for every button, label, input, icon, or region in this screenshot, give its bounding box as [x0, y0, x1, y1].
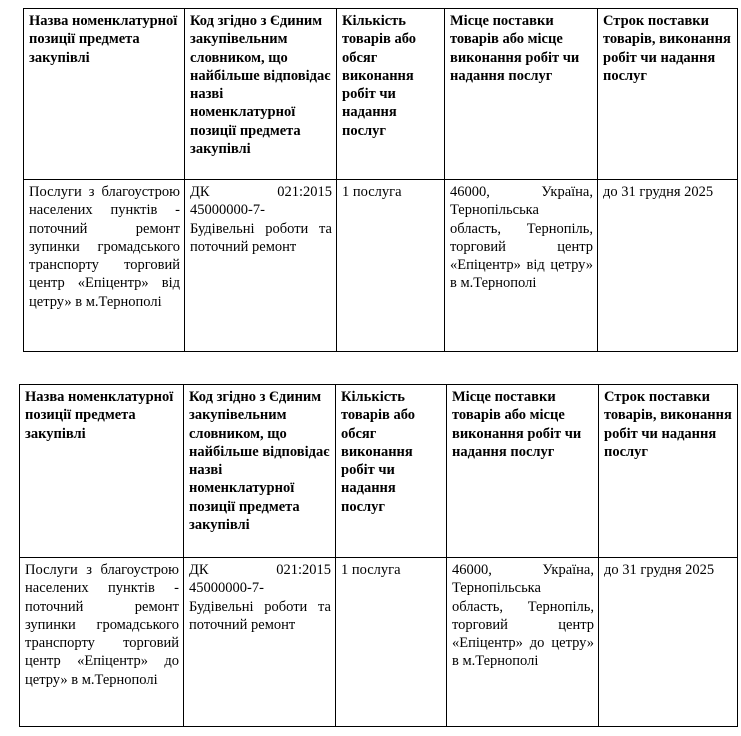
header-row [20, 385, 738, 558]
header-quantity: Кількість товарів або обсяг виконання робіт чи надання послуг [336, 385, 447, 558]
cell-cpv-code: ДК 021:2015 45000000-7- Будівельні роботи та поточний ремонт [185, 180, 337, 352]
cell-quantity: 1 послуга [336, 558, 447, 727]
header-cpv-code: Код згідно з Єдиним закупівельним словником, що найбільше відповідає назві номенклатурної позиції предмета закупівлі [185, 9, 337, 180]
header-quantity: Кількість товарів або обсяг виконання робіт чи надання послуг [337, 9, 445, 180]
cell-delivery-place: 46000, Україна, Тернопільська область, Тернопіль, торговий центр «Епіцентр» до цетру» в м.Тернополі [447, 558, 599, 727]
cell-item-name: Послуги з благоустрою населених пунктів - поточний ремонт зупинки громадського транспорту торговий центр «Епіцентр» до цетру» в м.Тернополі [20, 558, 184, 727]
header-delivery-place: Місце поставки товарів або місце виконання робіт чи надання послуг [447, 385, 599, 558]
cell-item-name: Послуги з благоустрою населених пунктів - поточний ремонт зупинки громадського транспорту торговий центр «Епіцентр» від цетру» в м.Тернополі [24, 180, 185, 352]
header-delivery-place: Місце поставки товарів або місце виконання робіт чи надання послуг [445, 9, 598, 180]
header-item-name: Назва номенклатурної позиції предмета закупівлі [24, 9, 185, 180]
header-row [24, 9, 738, 180]
procurement-table-1 [23, 8, 738, 352]
header-item-name: Назва номенклатурної позиції предмета закупівлі [20, 385, 184, 558]
cell-delivery-place: 46000, Україна, Тернопільська область, Тернопіль, торговий центр «Епіцентр» від цетру» в м.Тернополі [445, 180, 598, 352]
header-deadline: Строк поставки товарів, виконання робіт чи надання послуг [598, 9, 738, 180]
cell-quantity: 1 послуга [337, 180, 445, 352]
header-cpv-code: Код згідно з Єдиним закупівельним словником, що найбільше відповідає назві номенклатурної позиції предмета закупівлі [184, 385, 336, 558]
header-deadline: Строк поставки товарів, виконання робіт чи надання послуг [599, 385, 738, 558]
cell-deadline: до 31 грудня 2025 [599, 558, 738, 727]
cell-deadline: до 31 грудня 2025 [598, 180, 738, 352]
table-row [24, 180, 738, 352]
table-row [20, 558, 738, 727]
procurement-table-2 [19, 384, 738, 727]
cell-cpv-code: ДК 021:2015 45000000-7- Будівельні роботи та поточний ремонт [184, 558, 336, 727]
